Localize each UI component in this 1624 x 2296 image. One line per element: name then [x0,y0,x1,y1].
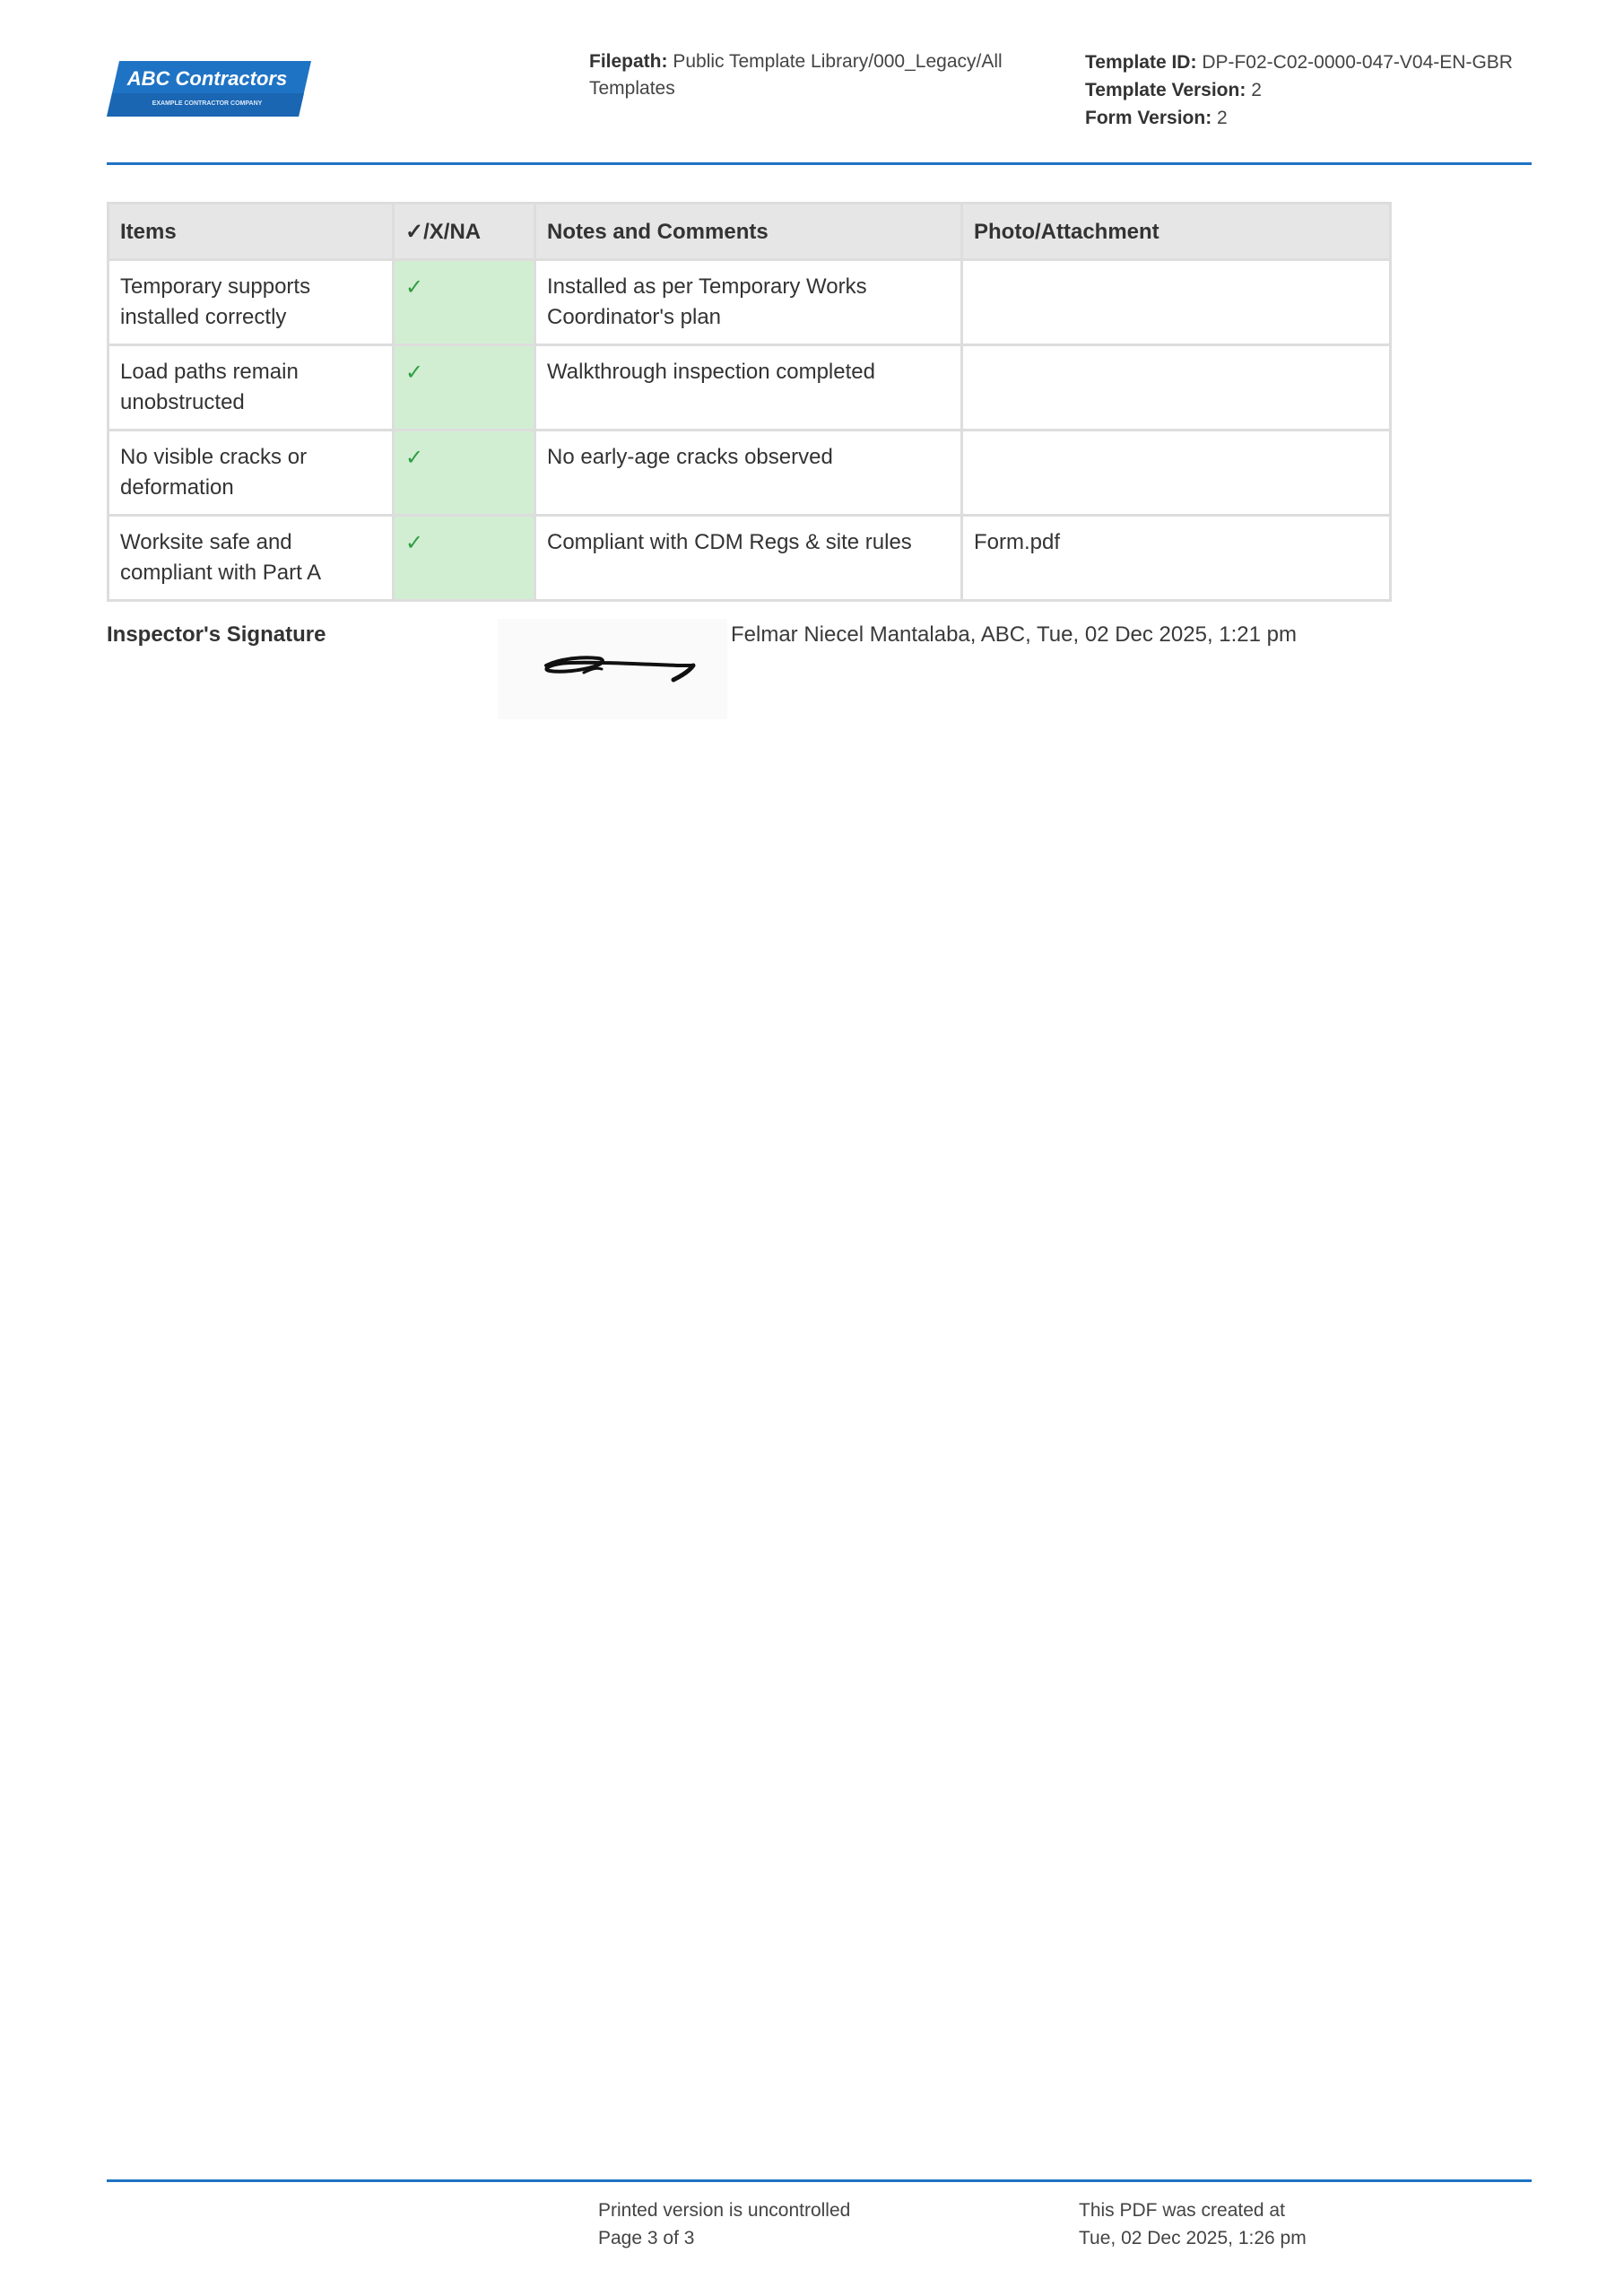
template-id-line [1085,48,1551,76]
company-logo [107,57,313,120]
photo-cell [962,260,1391,345]
response-cell [394,260,535,345]
table-row [109,516,1391,601]
check-mark-icon: ✓ [405,274,424,300]
footer-right-block [1079,2196,1307,2252]
filepath-label: Filepath: [589,51,668,72]
notes-cell: Installed as per Temporary Works Coordinator's plan [535,260,962,345]
logo-brand-text: ABC Contractors [126,67,288,90]
logo-tagline-text: EXAMPLE CONTRACTOR COMPANY [152,100,263,107]
response-cell [394,430,535,516]
signature-label: Inspector's Signature [107,622,326,647]
header-photo: Photo/Attachment [962,204,1391,260]
item-cell: Temporary supports installed correctly [109,260,394,345]
created-label: This PDF was created at [1079,2200,1285,2221]
template-info-block [1085,48,1551,132]
item-cell: Worksite safe and compliant with Part A [109,516,394,601]
item-cell: No visible cracks or deformation [109,430,394,516]
check-mark-icon: ✓ [405,360,424,385]
check-mark-icon: ✓ [405,530,424,555]
header-divider [107,162,1532,165]
photo-cell [962,345,1391,430]
footer-divider [107,2179,1532,2182]
notes-cell: Walkthrough inspection completed [535,345,962,430]
inspection-checklist-table [107,202,1392,602]
template-version-line [1085,76,1551,104]
page-number: Page 3 of 3 [598,2228,695,2248]
template-version-value: 2 [1251,80,1262,100]
attachment-link[interactable]: Form.pdf [962,516,1391,601]
table-row [109,430,1391,516]
created-timestamp: Tue, 02 Dec 2025, 1:26 pm [1079,2228,1307,2248]
form-version-label: Form Version: [1085,108,1212,128]
response-cell [394,345,535,430]
table-row [109,345,1391,430]
template-version-label: Template Version: [1085,80,1246,100]
table-header-row [109,204,1391,260]
signature-image [498,619,727,719]
form-version-line [1085,104,1551,132]
uncontrolled-notice: Printed version is uncontrolled [598,2200,851,2221]
signature-details: Felmar Niecel Mantalaba, ABC, Tue, 02 Dec 2025, 1:21 pm [731,622,1297,647]
footer-left-block [598,2196,850,2252]
form-version-value: 2 [1217,108,1228,128]
photo-cell [962,430,1391,516]
template-id-value: DP-F02-C02-0000-047-V04-EN-GBR [1202,52,1513,73]
template-id-label: Template ID: [1085,52,1197,73]
header-notes: Notes and Comments [535,204,962,260]
notes-cell: Compliant with CDM Regs & site rules [535,516,962,601]
response-cell [394,516,535,601]
filepath-block [589,48,1038,102]
filepath-value: Public Template Library/000_Legacy/All Templates [589,51,1003,99]
item-cell: Load paths remain unobstructed [109,345,394,430]
table-row [109,260,1391,345]
check-mark-icon: ✓ [405,445,424,470]
header-response: ✓/X/NA [394,204,535,260]
header-items: Items [109,204,394,260]
notes-cell: No early-age cracks observed [535,430,962,516]
